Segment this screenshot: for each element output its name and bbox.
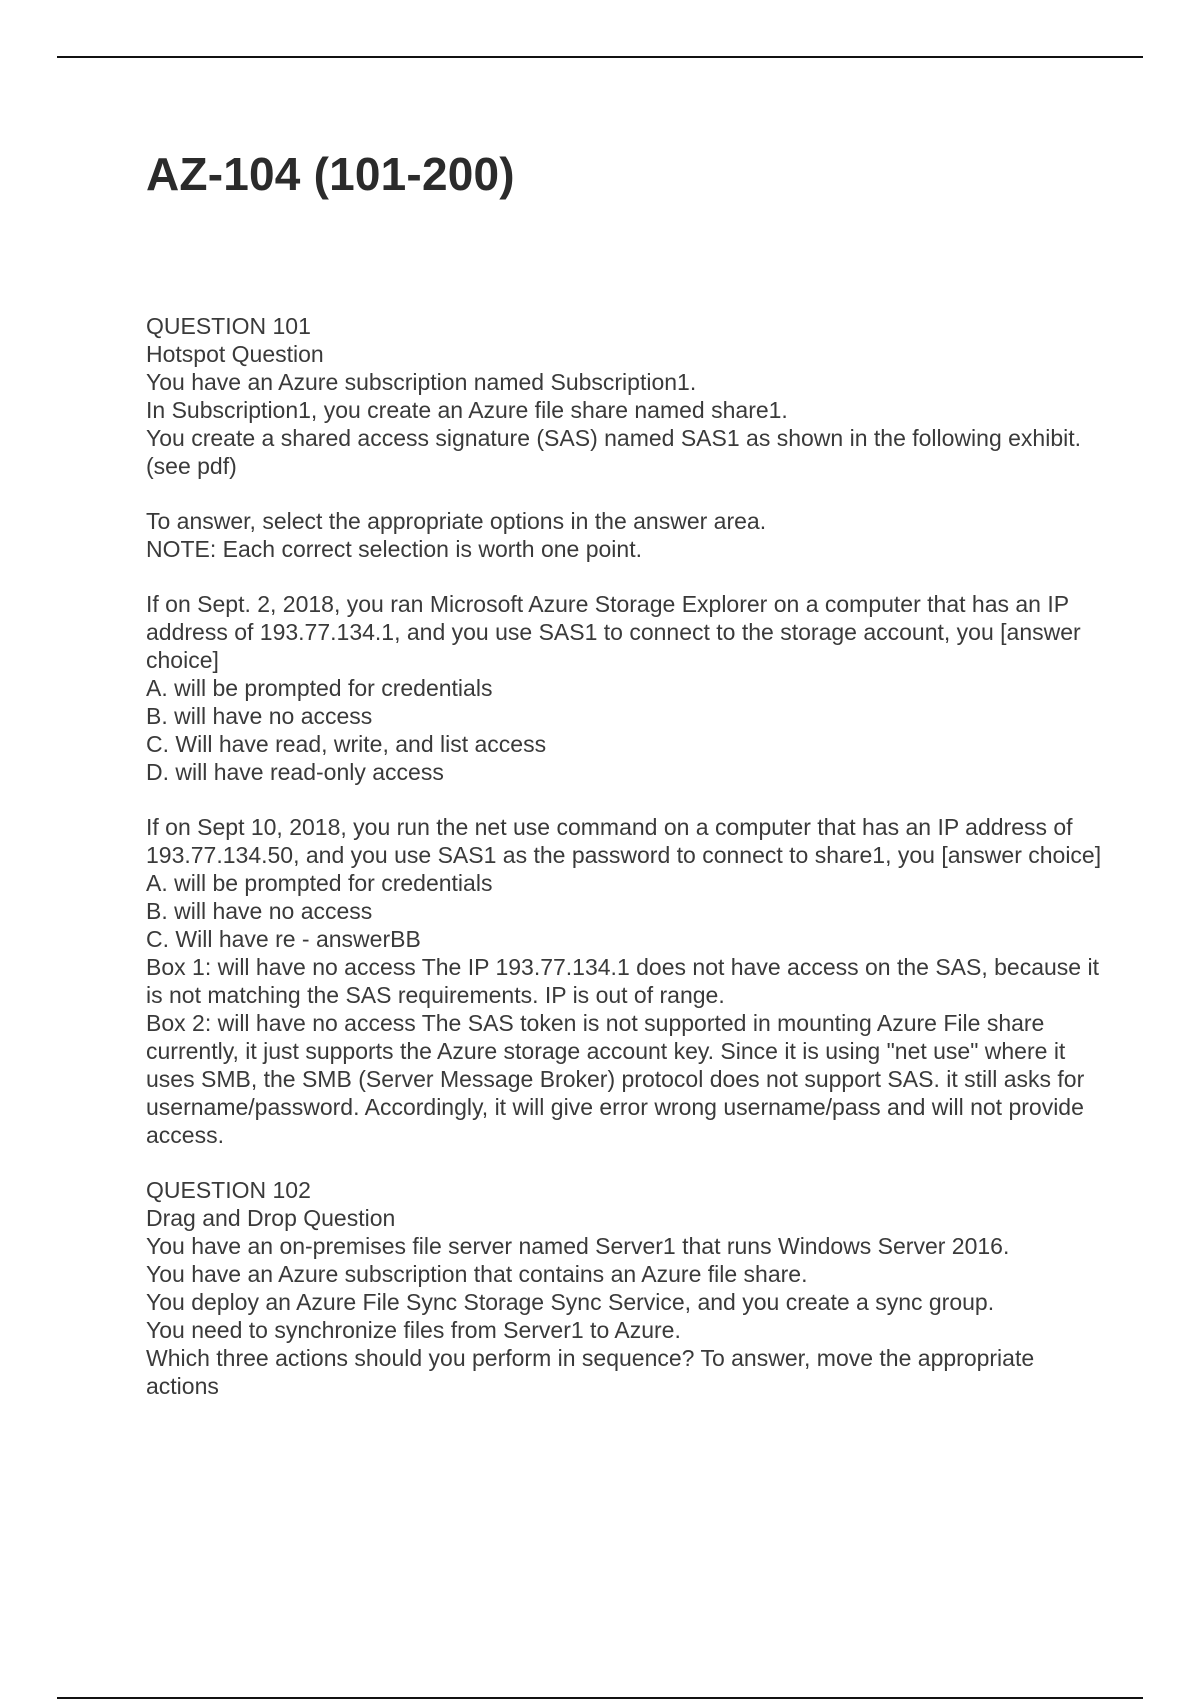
question-type: Drag and Drop Question [146, 1205, 396, 1231]
explanation-box1: Box 1: will have no access The IP 193.77.134.1 does not have access on the SAS, because it is not matching the SAS requirements. IP is out of range. [146, 954, 1099, 1008]
instruction-line: NOTE: Each correct selection is worth one point. [146, 536, 642, 562]
answer-option: B. will have no access [146, 898, 373, 924]
question-number: QUESTION 102 [146, 1177, 311, 1203]
answer-option: C. Will have re - answerBB [146, 926, 421, 952]
answer-option: D. will have read-only access [146, 759, 444, 785]
part1-prompt: If on Sept. 2, 2018, you ran Microsoft Azure Storage Explorer on a computer that has an IP address of 193.77.134.1, and you use SAS1 to connect to the storage account, you [answer choice] [146, 591, 1081, 673]
question-line: Which three actions should you perform in sequence? To answer, move the appropriate actions [146, 1345, 1035, 1399]
part2-prompt: If on Sept 10, 2018, you run the net use command on a computer that has an IP address of 193.77.134.50, and you use SAS1 as the password to connect to share1, you [answer choice] [146, 814, 1102, 868]
question-line: You have an Azure subscription named Subscription1. [146, 369, 697, 395]
question-line: You need to synchronize files from Server1 to Azure. [146, 1317, 681, 1343]
question-line: You create a shared access signature (SAS) named SAS1 as shown in the following exhibit. (see pdf) [146, 425, 1082, 479]
bottom-rule [57, 1697, 1143, 1699]
explanation-box2: Box 2: will have no access The SAS token is not supported in mounting Azure File share currently, it just supports the Azure storage account key. Since it is using "net use" where it uses SMB, the SMB (Server Message Broker) protocol does not support SAS. it still asks for username/password. Accordingly, it will give error wrong username/pass and will not provide access. [146, 1010, 1085, 1148]
question-101 [146, 312, 1106, 1149]
instruction-line: To answer, select the appropriate options in the answer area. [146, 508, 767, 534]
question-line: You deploy an Azure File Sync Storage Sync Service, and you create a sync group. [146, 1289, 995, 1315]
question-number: QUESTION 101 [146, 313, 311, 339]
question-type: Hotspot Question [146, 341, 324, 367]
answer-option: C. Will have read, write, and list access [146, 731, 547, 757]
answer-option: B. will have no access [146, 703, 373, 729]
question-102 [146, 1176, 1106, 1400]
document-body [146, 312, 1106, 1400]
question-line: You have an Azure subscription that contains an Azure file share. [146, 1261, 808, 1287]
answer-option: A. will be prompted for credentials [146, 870, 493, 896]
question-line: You have an on-premises file server named Server1 that runs Windows Server 2016. [146, 1233, 1010, 1259]
question-line: In Subscription1, you create an Azure file share named share1. [146, 397, 788, 423]
document-title: AZ-104 (101-200) [146, 148, 515, 200]
top-rule [57, 56, 1143, 58]
answer-option: A. will be prompted for credentials [146, 675, 493, 701]
